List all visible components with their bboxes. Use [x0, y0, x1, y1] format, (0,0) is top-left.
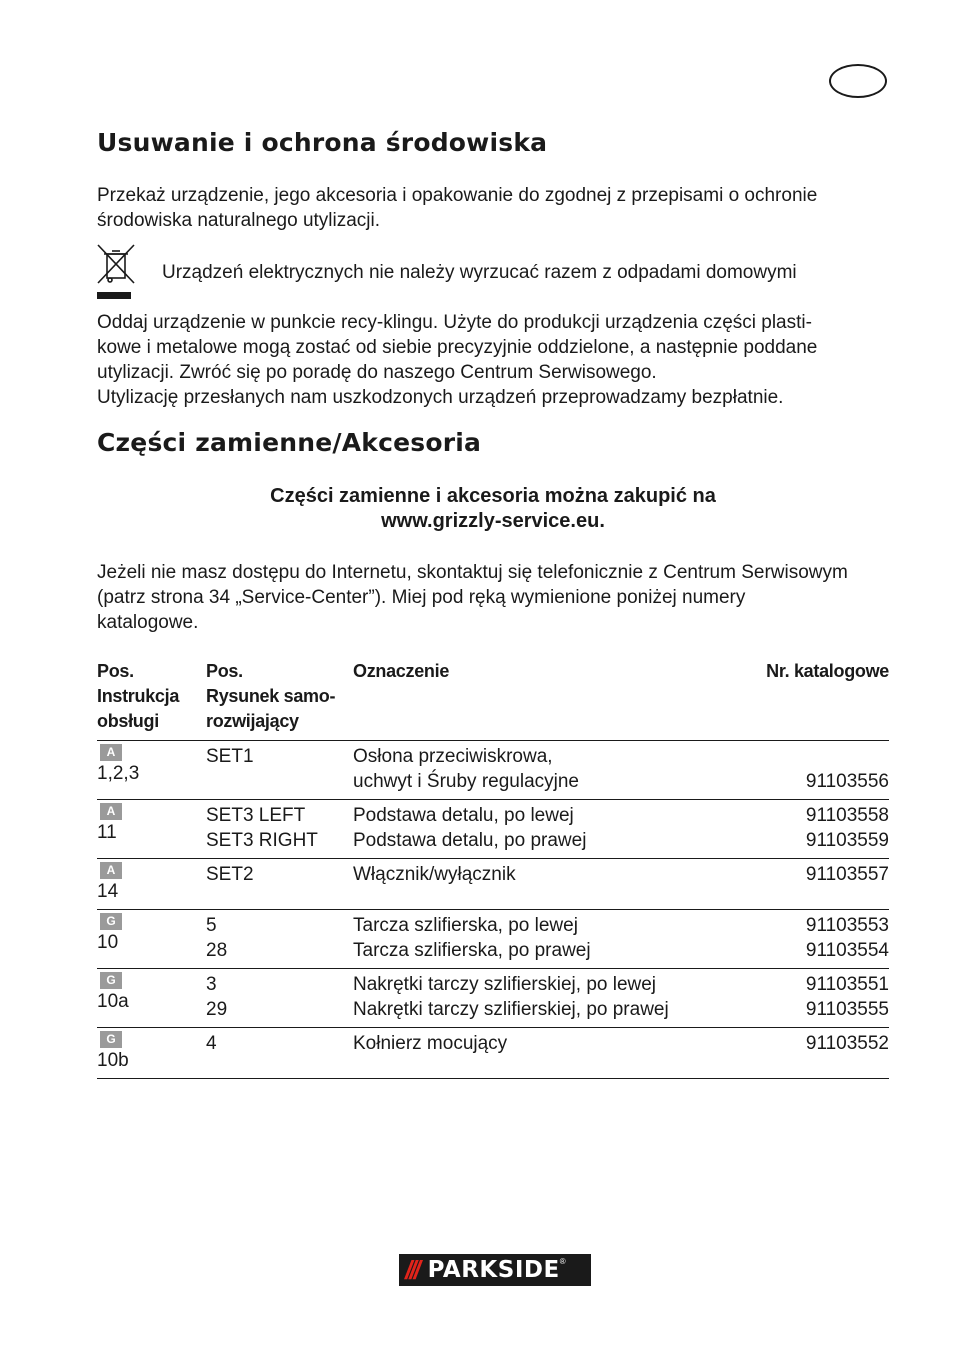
catalog-cell: [743, 969, 889, 1028]
catalog-number: 91103558: [805, 805, 889, 826]
figure-badge: A: [100, 744, 122, 761]
designation-cell: [353, 859, 743, 910]
pos-drawing: 5: [206, 915, 217, 936]
designation: Włącznik/wyłącznik: [353, 864, 516, 885]
table-row: [97, 859, 889, 910]
pos-drawing: SET2: [206, 864, 254, 885]
pos-drawing: 29: [206, 999, 228, 1020]
header-line: Pos.: [97, 661, 134, 681]
catalog-cell: [743, 859, 889, 910]
header-line: Pos.: [206, 661, 243, 681]
pos-drawing-cell: [206, 910, 353, 969]
designation: Podstawa detalu, po lewej: [353, 805, 574, 826]
header-line: Rysunek samo-: [206, 686, 336, 706]
pos-manual: 14: [97, 881, 119, 902]
pos-drawing-cell: [206, 859, 353, 910]
catalog-cell: [743, 800, 889, 859]
header-line: Oznaczenie: [353, 661, 450, 681]
parkside-logo: [399, 1254, 591, 1286]
pos-drawing-cell: [206, 969, 353, 1028]
pos-manual-cell: [97, 800, 206, 859]
header-designation: [353, 659, 743, 741]
pos-manual-cell: [97, 910, 206, 969]
disposal-intro: [97, 183, 887, 233]
catalog-number: 91103559: [805, 830, 889, 851]
service-website-link[interactable]: www.grizzly-service.eu.: [381, 510, 605, 532]
recycling-paragraph: [97, 310, 887, 410]
text-line: Oddaj urządzenie w punkcie recy-klingu. Użyte do produkcji urządzenia części plasti-: [97, 312, 812, 333]
pos-drawing: SET3 RIGHT: [206, 830, 318, 851]
table-row: [97, 741, 889, 800]
section-heading-spare-parts: Części zamienne/Akcesoria: [97, 428, 482, 457]
designation: Osłona przeciwiskrowa,: [353, 746, 553, 767]
pos-manual: 10: [97, 932, 119, 953]
pos-drawing: 3: [206, 974, 217, 995]
pos-manual-cell: [97, 859, 206, 910]
designation: Podstawa detalu, po prawej: [353, 830, 587, 851]
catalog-number: 91103552: [805, 1033, 889, 1054]
section-heading-disposal: Usuwanie i ochrona środowiska: [97, 128, 548, 157]
catalog-cell: [743, 910, 889, 969]
header-pos-drawing: [206, 659, 353, 741]
pos-drawing: 28: [206, 940, 228, 961]
catalog-number: 91103551: [805, 974, 889, 995]
pos-manual-cell: [97, 1028, 206, 1079]
catalog-cell: [743, 741, 889, 800]
catalog-cell: [743, 1028, 889, 1079]
figure-badge: A: [100, 803, 122, 820]
pos-manual-cell: [97, 969, 206, 1028]
catalog-number: 91103556: [805, 771, 889, 792]
designation: Tarcza szlifierska, po prawej: [353, 940, 591, 961]
figure-badge: G: [100, 1031, 122, 1048]
pos-drawing: 4: [206, 1033, 217, 1054]
pos-drawing-cell: [206, 1028, 353, 1079]
logo-registered-mark: ®: [559, 1257, 566, 1266]
designation-cell: [353, 969, 743, 1028]
designation-cell: [353, 800, 743, 859]
logo-wordmark: PARKSIDE: [427, 1257, 560, 1283]
table-header-row: [97, 659, 889, 741]
header-line: obsługi: [97, 711, 159, 731]
designation: Kołnierz mocujący: [353, 1033, 508, 1054]
pos-drawing: SET3 LEFT: [206, 805, 306, 826]
text-line: kowe i metalowe mogą zostać od siebie precyzyjnie oddzielone, a następnie poddane: [97, 337, 818, 358]
catalog-number: 91103557: [805, 864, 889, 885]
figure-badge: G: [100, 972, 122, 989]
logo-slashes: ///: [405, 1254, 418, 1285]
catalog-number: 91103554: [805, 940, 889, 961]
table-row: [97, 800, 889, 859]
designation: uchwyt i Śruby regulacyjne: [353, 771, 579, 792]
pos-drawing: SET1: [206, 746, 254, 767]
contact-paragraph: [97, 560, 887, 635]
table-row: [97, 1028, 889, 1079]
pos-manual-cell: [97, 741, 206, 800]
weee-notice: Urządzeń elektrycznych nie należy wyrzucać razem z odpadami domowymi: [162, 262, 797, 283]
figure-badge: A: [100, 862, 122, 879]
header-line: Instrukcja: [97, 686, 180, 706]
highlight-line: Części zamienne i akcesoria można zakupić na: [270, 485, 716, 507]
pos-manual: 1,2,3: [97, 763, 140, 784]
text-line: Jeżeli nie masz dostępu do Internetu, skontaktuj się telefonicznie z Centrum Serwisowym: [97, 562, 848, 583]
text-line: Przekaż urządzenie, jego akcesoria i opakowanie do zgodnej z przepisami o ochronie: [97, 185, 818, 206]
text-line: środowiska naturalnego utylizacji.: [97, 210, 381, 231]
catalog-number: 91103555: [805, 999, 889, 1020]
text-line: Utylizację przesłanych nam uszkodzonych urządzeń przeprowadzamy bezpłatnie.: [97, 387, 784, 408]
pos-manual: 11: [97, 822, 117, 843]
pos-drawing-cell: [206, 800, 353, 859]
designation: Nakrętki tarczy szlifierskiej, po prawej: [353, 999, 669, 1020]
table-row: [97, 969, 889, 1028]
header-line: rozwijający: [206, 711, 299, 731]
table-row: [97, 910, 889, 969]
pos-drawing-cell: [206, 741, 353, 800]
header-catalog-number: [743, 659, 889, 741]
header-line: Nr. katalogowe: [766, 661, 889, 681]
header-pos-manual: [97, 659, 206, 741]
designation-cell: [353, 910, 743, 969]
language-indicator-oval: [829, 64, 887, 98]
designation-cell: [353, 741, 743, 800]
pos-manual: 10b: [97, 1050, 129, 1071]
pos-manual: 10a: [97, 991, 129, 1012]
crossed-out-bin-icon: [96, 244, 136, 302]
spare-parts-table: [97, 659, 889, 1079]
text-line: utylizacji. Zwróć się po poradę do naszego Centrum Serwisowego.: [97, 362, 657, 383]
catalog-number: 91103553: [805, 915, 889, 936]
text-line: (patrz strona 34 „Service-Center”). Miej pod ręką wymienione poniżej numery: [97, 587, 746, 608]
designation: Tarcza szlifierska, po lewej: [353, 915, 578, 936]
figure-badge: G: [100, 913, 122, 930]
text-line: katalogowe.: [97, 612, 199, 633]
catalog-number: [743, 744, 889, 769]
designation-cell: [353, 1028, 743, 1079]
designation: Nakrętki tarczy szlifierskiej, po lewej: [353, 974, 657, 995]
spare-parts-highlight: [97, 484, 889, 534]
